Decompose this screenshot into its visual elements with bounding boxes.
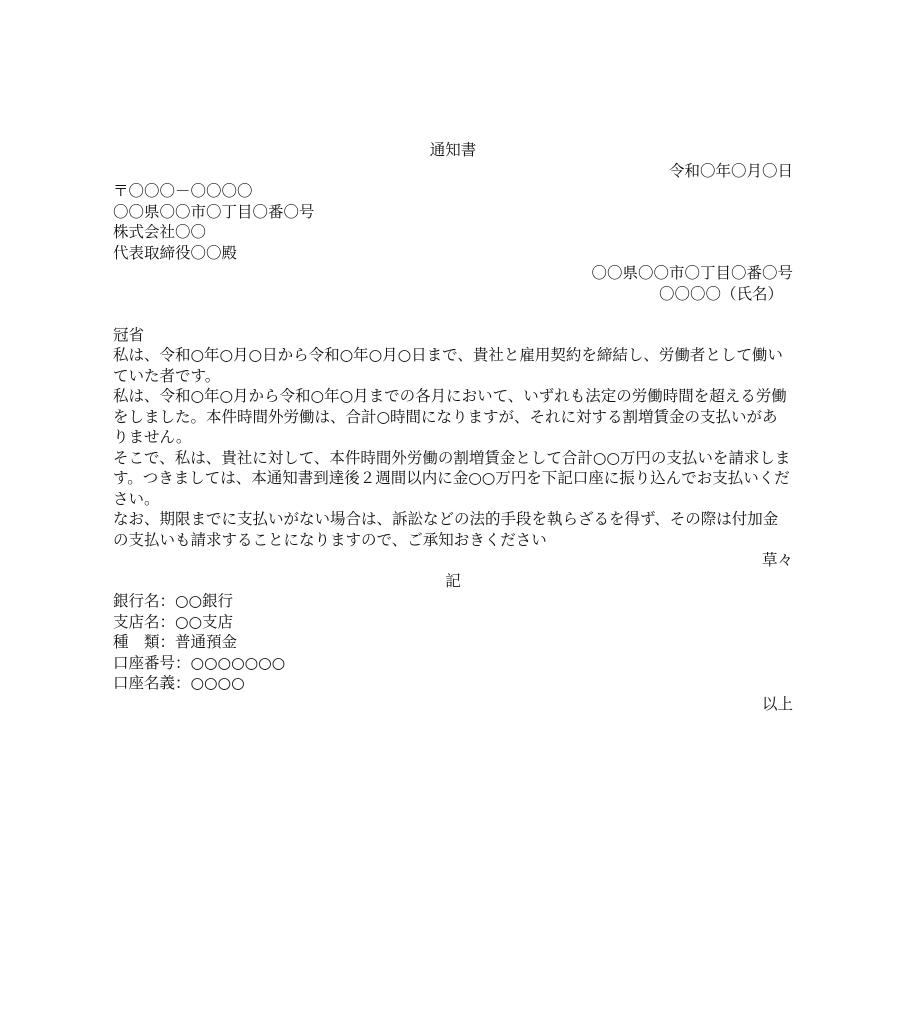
- sender-address: 〇〇県〇〇市〇丁目〇番〇号: [591, 264, 793, 282]
- body-paragraph: なお、期限までに支払いがない場合は、訴訟などの法的手段を執らざるを得ず、その際は付加金の支払いも請求することになりますので、ご承知おきください: [113, 510, 779, 549]
- recipient-company: 株式会社〇〇: [113, 223, 207, 241]
- ki-heading: 記: [445, 571, 461, 590]
- document-title: 通知書: [429, 141, 477, 159]
- body-paragraph: 私は、令和○年○月○日から令和○年○月○日まで、貴社と雇用契約を締結し、労働者として働いていた者です。: [113, 346, 783, 385]
- recipient-representative: 代表取締役〇〇殿: [113, 243, 238, 262]
- bank-branch: 支店名：○○支店: [113, 612, 234, 631]
- bank-account-name: 口座名義：○○○○: [113, 674, 245, 692]
- bank-account-number: 口座番号：○○○○○○○: [113, 653, 286, 672]
- recipient-postal: 〒〇〇〇－〇〇〇〇: [113, 182, 253, 200]
- end-mark: 以上: [761, 694, 793, 713]
- body-paragraph: 私は、令和○年○月から令和○年○月までの各月において、いずれも法定の労働時間を超える労働をしました。本件時間外労働は、合計○時間になりますが、それに対する割増賃金の支払いがありません。: [113, 387, 787, 446]
- bank-account-type: 種 類：普通預金: [113, 633, 238, 651]
- document-date: 令和〇年〇月〇日: [668, 161, 793, 180]
- body-paragraph: そこで、私は、貴社に対して、本件時間外労働の割増賃金として合計○○万円の支払いを請求します。つきましては、本通知書到達後２週間以内に金○○万円を下記口座に振り込んでお支払いください。: [113, 448, 791, 508]
- document-body: [113, 140, 793, 714]
- sender-name: 〇〇〇〇（氏名）: [658, 284, 783, 303]
- recipient-address: 〇〇県〇〇市〇丁目〇番〇号: [113, 202, 315, 221]
- closing: 草々: [761, 551, 793, 569]
- bank-name: 銀行名：○○銀行: [113, 592, 234, 610]
- spacer: [113, 304, 793, 325]
- salutation: 冠省: [113, 325, 145, 344]
